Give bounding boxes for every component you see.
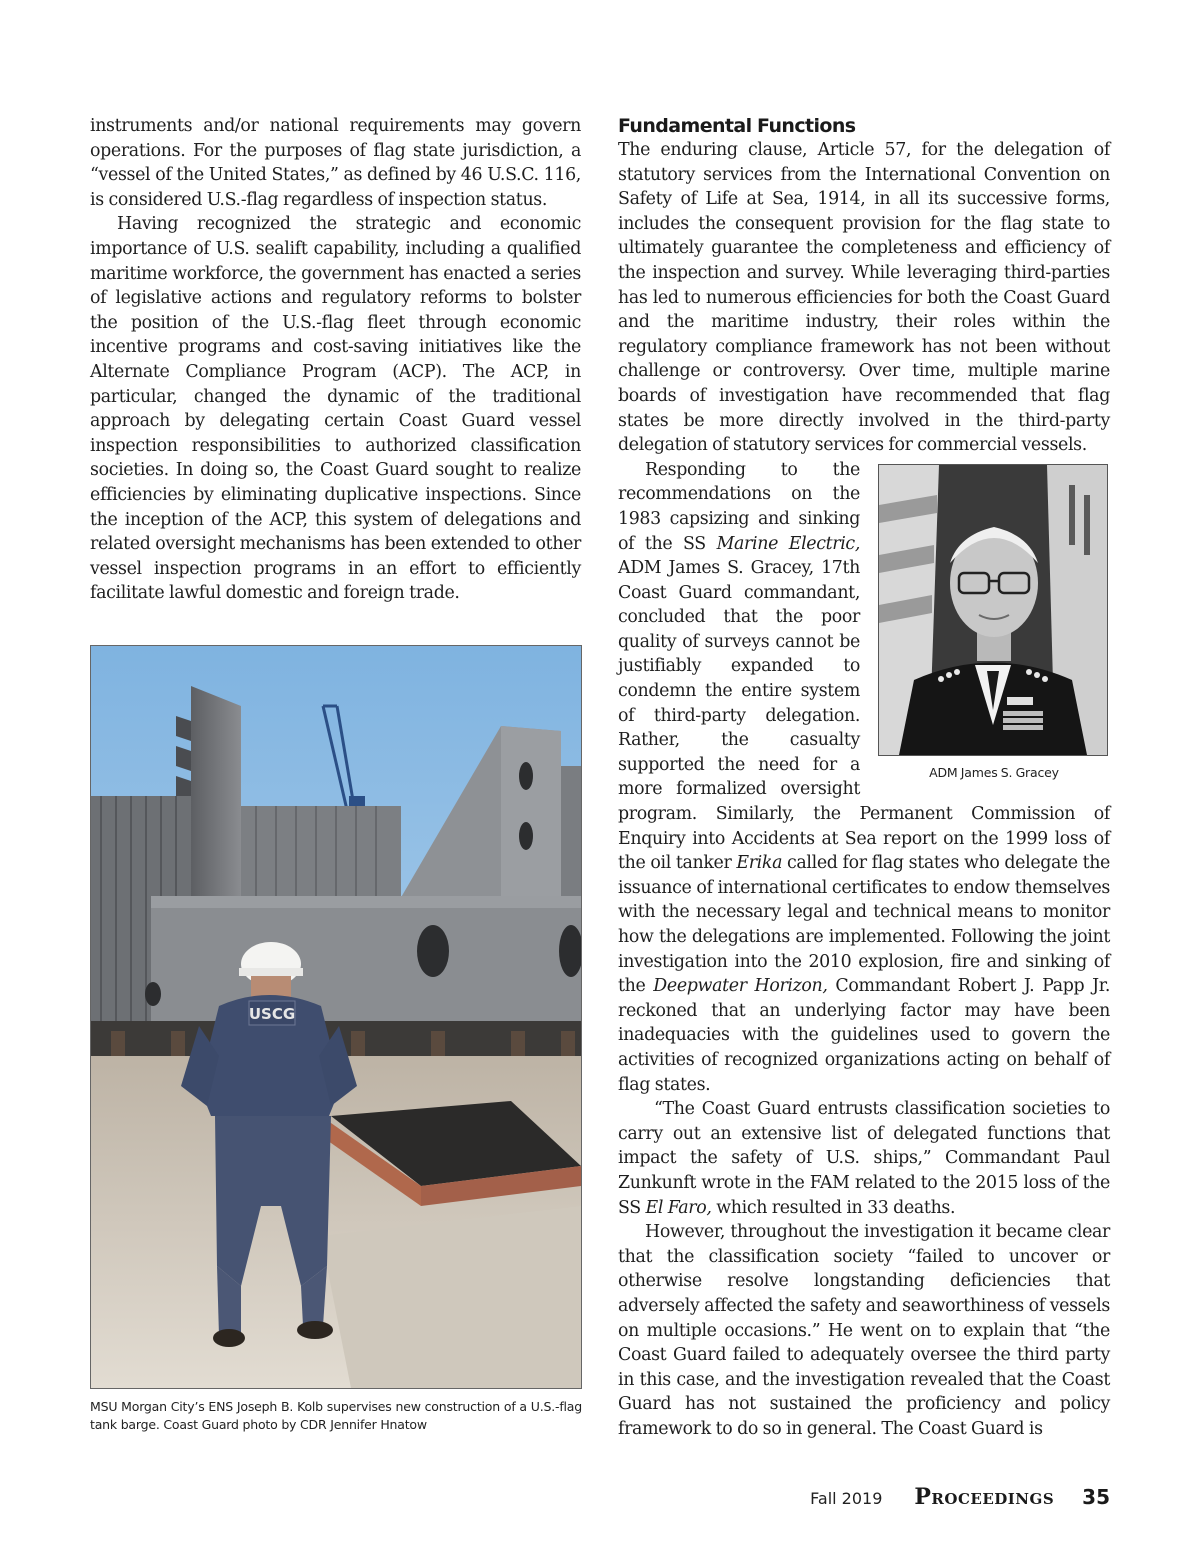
portrait-photo — [878, 464, 1108, 756]
portrait-figure — [878, 464, 1110, 791]
body-paragraph: Having recognized the strategic and economic importance of U.S. sealift capability, including a qualified maritime workforce, the government has enacted a series of legislative actions and regulatory reforms to bolster the position of the U.S.-flag fleet through economic incentive programs and cost-saving initiatives like the Alternate Compliance Program (ACP). The ACP, in particular, changed the dynamic of the traditional approach by delegating certain Coast Guard vessel inspection responsibilities to authorized classification societies. In doing so, the Coast Guard sought to realize efficiencies by eliminating duplicative inspections. Since the inception of the ACP, this system of delegations and related oversight mechanisms has been extended to other vessel inspection programs in an effort to efficiently facilitate lawful domestic and foreign trade. — [90, 214, 581, 604]
portrait-caption: ADM James S. Gracey — [929, 764, 1059, 780]
page-number: 35 — [1082, 1485, 1110, 1509]
barge-construction-photo — [90, 645, 582, 1389]
text-run: Responding to the recommendations on the 1983 capsizing and sinking of the SS — [618, 459, 860, 554]
text-run: which resulted in 33 deaths. — [711, 1197, 956, 1218]
uscg-shirt-text: USCG — [248, 1005, 296, 1023]
ship-name: El Faro, — [645, 1197, 712, 1218]
issue-date: Fall 2019 — [810, 1489, 883, 1508]
left-column — [90, 114, 581, 606]
text-run: Commandant Robert J. Papp Jr. reckoned that an underlying factor may have been inadequacies with the guidelines used to govern the activities of recognized organizations acting on behalf of flag states. — [618, 976, 1110, 1095]
photo-caption: MSU Morgan City’s ENS Joseph B. Kolb supervises new construction of a U.S.-flag tank barge. Coast Guard photo by CDR Jennifer Hnatow — [90, 1399, 582, 1432]
text-run: “The Coast Guard entrusts classification societies to carry out an extensive list of delegated functions that impact the safety of U.S. ships,” Commandant Paul Zunkunft wrote in the FAM related to the 2015 loss of the SS — [618, 1099, 1110, 1218]
text-run: called for flag states who delegate the issuance of international certificates to endow themselves with the necessary legal and technical means to monitor how the delegations are implemented. Following the joint investigation into the 2010 explosion, fire and sinking of the — [618, 853, 1110, 997]
body-paragraph: The enduring clause, Article 57, for the delegation of statutory services from the International Convention on Safety of Life at Sea, 1914, in all its successive forms, includes the consequent provision for the flag state to ultimately guarantee the completeness and efficiency of the inspection and survey. While leveraging third-parties has led to numerous efficiencies for both the Coast Guard and the maritime industry, their roles within the regulatory compliance framework has not been without challenge or controversy. Over time, multiple marine boards of investigation have recommended that flag states be more directly involved in the third-party delegation of statutory services for commercial vessels. — [618, 140, 1110, 456]
ship-name: Erika — [736, 853, 783, 874]
magazine-title: Proceedings — [914, 1484, 1055, 1510]
text-run: ADM James S. Gracey, 17th Coast Guard commandant, concluded that the poor quality of surveys cannot be justifiably expanded to condemn the entire system of third-party delegation. Rather, the casualty supported the need for a more formalized oversight program. Similarly, the Permanent Commission of Enquiry into Accidents at Sea report on the 1999 loss of the oil tanker — [618, 558, 1110, 874]
section-heading: Fundamental Functions — [618, 115, 856, 137]
body-paragraph — [618, 1097, 1110, 1220]
page-footer — [810, 1484, 1110, 1510]
ship-name: Deepwater Horizon, — [653, 976, 828, 997]
ship-name: Marine Electric, — [716, 533, 860, 554]
right-column — [618, 114, 1110, 1441]
body-paragraph: instruments and/or national requirements may govern operations. For the purposes of flag state jurisdiction, a “vessel of the United States,” as defined by 46 U.S.C. 116, is considered U.S.-flag regardless of inspection status. — [90, 116, 581, 210]
body-paragraph: However, throughout the investigation it became clear that the classification society “failed to uncover or otherwise resolve longstanding deficiencies that adversely affected the safety and seaworthiness of vessels on multiple occasions.” He went on to explain that “the Coast Guard failed to adequately oversee the third party in this case, and the investigation revealed that the Coast Guard has not sustained the proficiency and policy framework to do so in general. The Coast Guard is — [618, 1222, 1110, 1439]
